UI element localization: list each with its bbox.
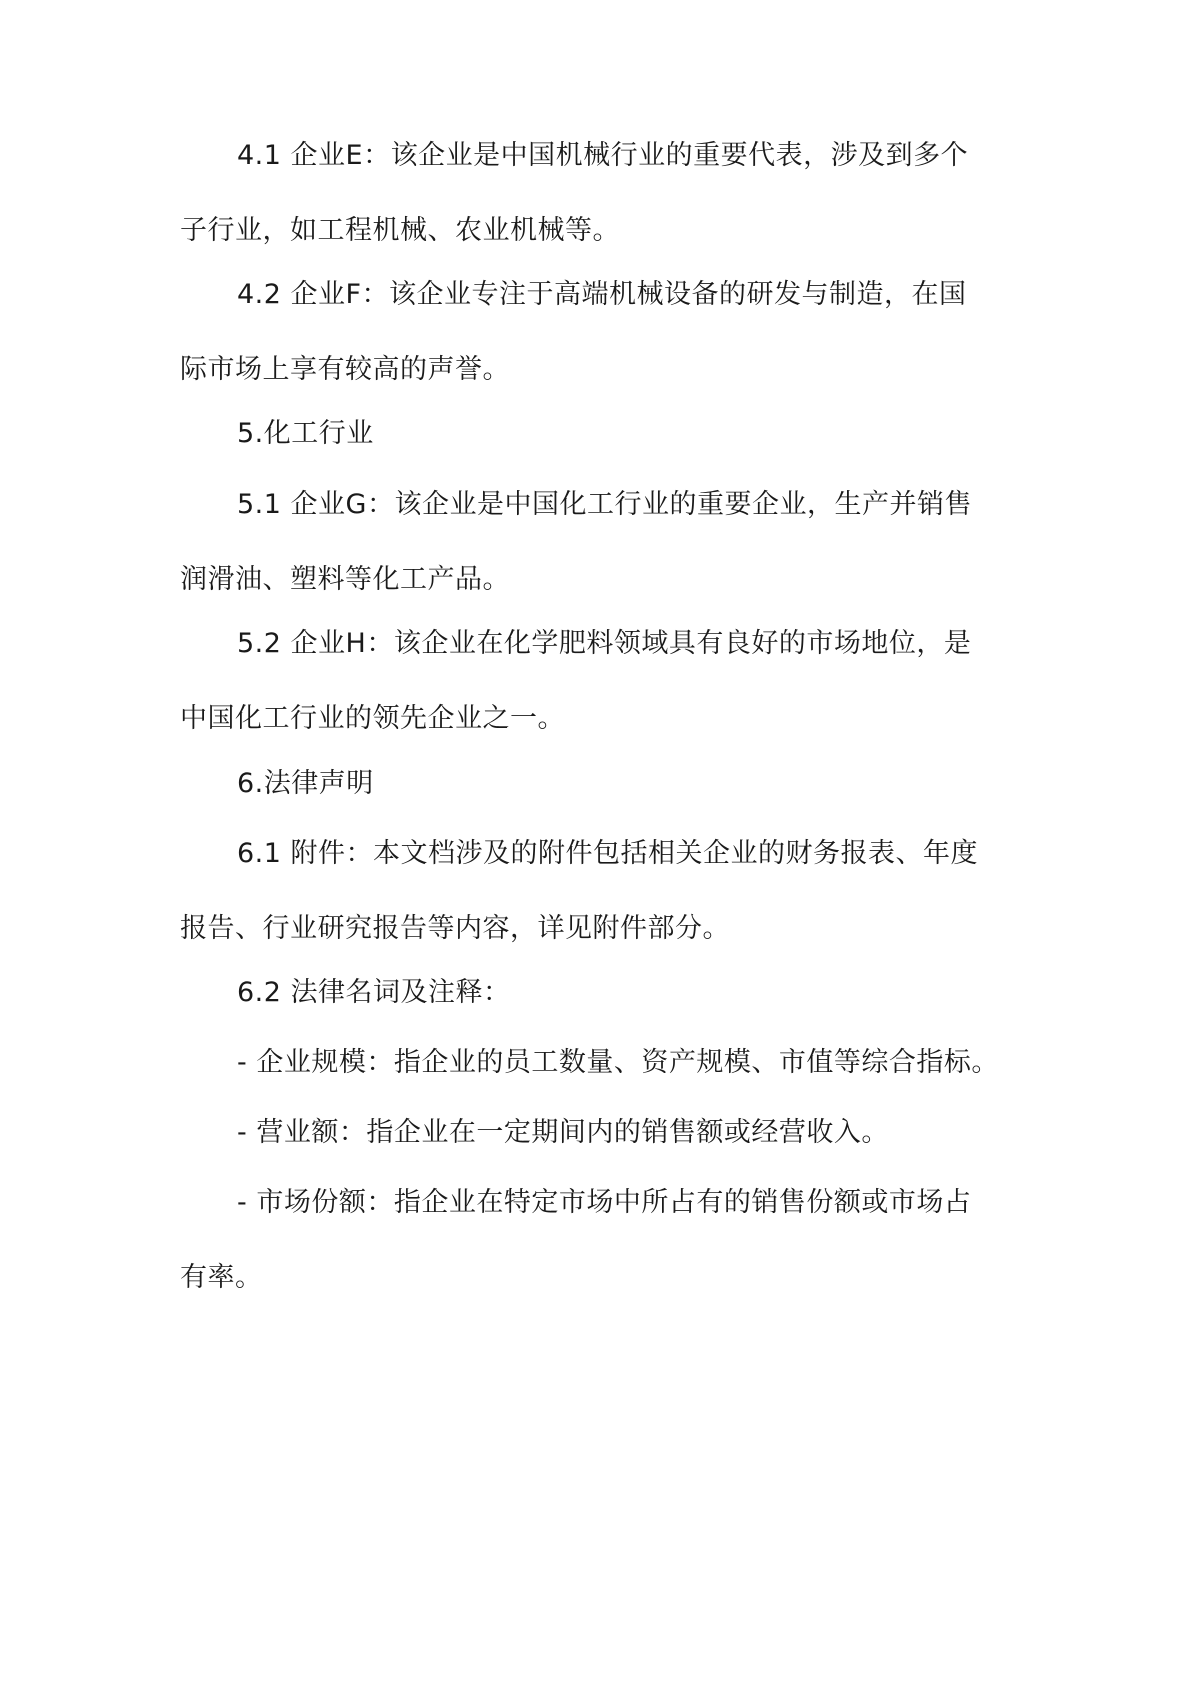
definition-item-market-share [180,1165,1030,1315]
paragraph-4-1 [180,118,1030,268]
definition-text: - 企业规模：指企业的员工数量、资产规模、市值等综合指标。 [237,1047,999,1078]
paragraph-line: 5.2 企业H：该企业在化学肥料领域具有良好的市场地位，是 [237,628,972,659]
paragraph-line: 中国化工行业的领先企业之一。 [180,703,565,734]
paragraph-line: 报告、行业研究报告等内容，详见附件部分。 [180,913,730,944]
heading-text: 5.化工行业 [237,418,374,449]
paragraph-5-1 [180,467,1030,617]
definition-item-scale [180,1025,1030,1100]
paragraph-line: 子行业，如工程机械、农业机械等。 [180,215,620,246]
paragraph-5-2 [180,606,1030,756]
paragraph-line: 4.1 企业E：该企业是中国机械行业的重要代表，涉及到多个 [237,140,969,171]
paragraph-6-1 [180,816,1030,966]
paragraph-line: 际市场上享有较高的声誉。 [180,354,510,385]
paragraph-4-2 [180,257,1030,407]
paragraph-line: 5.1 企业G：该企业是中国化工行业的重要企业，生产并销售 [237,489,972,520]
paragraph-line: 润滑油、塑料等化工产品。 [180,564,510,595]
definition-item-revenue [180,1095,1030,1170]
section-heading-5 [180,396,1030,471]
heading-text: 6.法律声明 [237,768,374,799]
definition-text: - 营业额：指企业在一定期间内的销售额或经营收入。 [237,1117,889,1148]
paragraph-line: 4.2 企业F：该企业专注于高端机械设备的研发与制造，在国 [237,279,967,310]
definition-text: - 市场份额：指企业在特定市场中所占有的销售份额或市场占 [237,1187,972,1218]
paragraph-6-2 [180,955,1030,1030]
paragraph-line: 6.2 法律名词及注释： [237,977,511,1008]
section-heading-6 [180,746,1030,821]
definition-text: 有率。 [180,1262,263,1293]
paragraph-line: 6.1 附件：本文档涉及的附件包括相关企业的财务报表、年度 [237,838,979,869]
